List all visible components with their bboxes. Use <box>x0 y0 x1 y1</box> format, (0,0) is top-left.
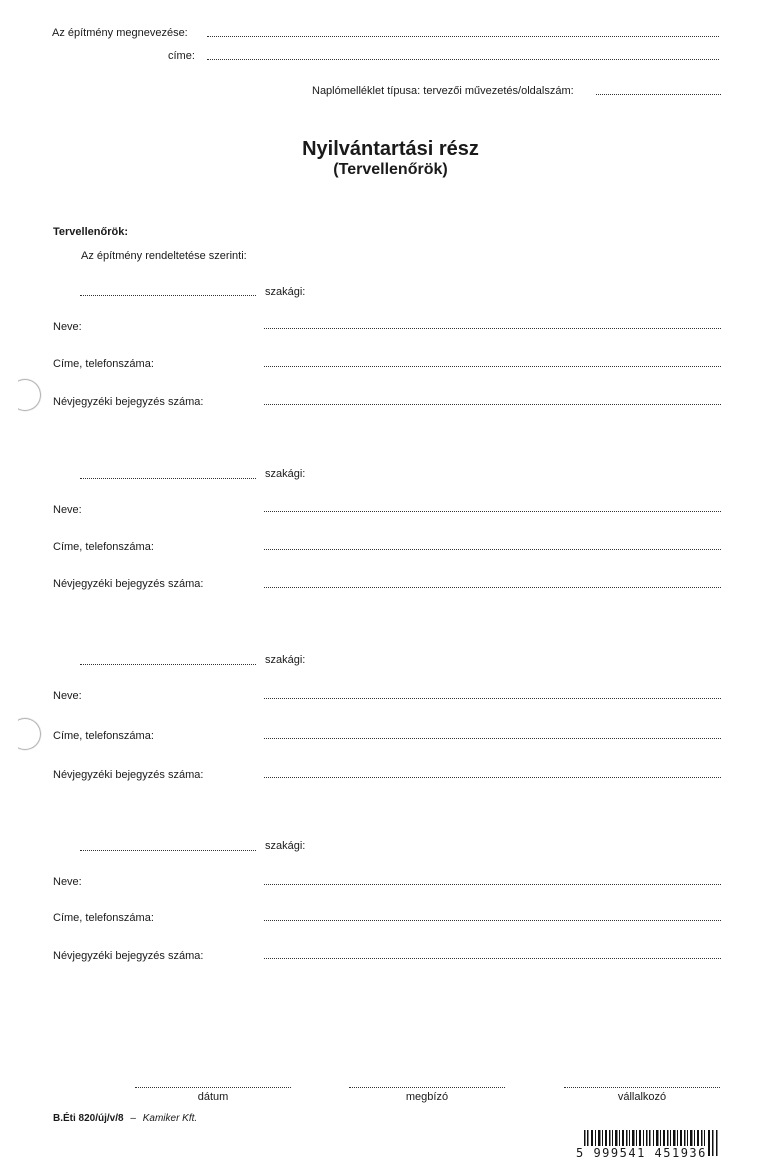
name-label: Neve: <box>53 690 82 702</box>
discipline-field[interactable] <box>80 850 256 851</box>
contact-field[interactable] <box>264 549 721 550</box>
publisher: Kamiker Kft. <box>142 1113 198 1124</box>
contractor-signature-line[interactable] <box>564 1087 720 1088</box>
contact-field[interactable] <box>264 366 721 367</box>
discipline-label: szakági: <box>265 654 306 666</box>
contact-field[interactable] <box>264 920 721 921</box>
date-label: dátum <box>197 1091 229 1103</box>
discipline-label: szakági: <box>265 468 306 480</box>
client-label: megbízó <box>405 1091 449 1103</box>
date-signature-line[interactable] <box>135 1087 291 1088</box>
contact-label: Címe, telefonszáma: <box>53 912 154 924</box>
client-signature-line[interactable] <box>349 1087 505 1088</box>
contact-label: Címe, telefonszáma: <box>53 730 154 742</box>
contractor-label: vállalkozó <box>617 1091 667 1103</box>
section-intro: Az építmény rendeltetése szerinti: <box>81 250 247 262</box>
registry-label: Névjegyzéki bejegyzés száma: <box>53 950 204 962</box>
contact-field[interactable] <box>264 738 721 739</box>
address-field[interactable] <box>207 59 719 60</box>
page-title: Nyilvántartási rész <box>302 138 479 160</box>
section-heading: Tervellenőrök: <box>53 226 128 238</box>
address-label: címe: <box>168 50 195 62</box>
discipline-field[interactable] <box>80 664 256 665</box>
page-subtitle: (Tervellenőrök) <box>333 161 448 178</box>
registry-label: Névjegyzéki bejegyzés száma: <box>53 396 204 408</box>
building-name-field[interactable] <box>207 36 719 37</box>
registry-label: Névjegyzéki bejegyzés száma: <box>53 769 204 781</box>
name-label: Neve: <box>53 876 82 888</box>
name-label: Neve: <box>53 321 82 333</box>
annex-type-label: Naplómelléklet típusa: tervezői művezetés/oldalszám: <box>312 85 574 97</box>
barcode-number: 5 999541 451936 <box>576 1146 707 1160</box>
registry-field[interactable] <box>264 777 721 778</box>
punch-hole-edge <box>0 714 18 754</box>
footer-dash: – <box>130 1113 136 1124</box>
discipline-label: szakági: <box>265 286 306 298</box>
discipline-label: szakági: <box>265 840 306 852</box>
footer <box>53 1112 197 1125</box>
registry-label: Névjegyzéki bejegyzés száma: <box>53 578 204 590</box>
building-name-label: Az építmény megnevezése: <box>52 27 188 39</box>
discipline-field[interactable] <box>80 295 256 296</box>
page-number-field[interactable] <box>596 94 721 95</box>
name-field[interactable] <box>264 328 721 329</box>
name-field[interactable] <box>264 884 721 885</box>
registry-field[interactable] <box>264 958 721 959</box>
registry-field[interactable] <box>264 404 721 405</box>
name-field[interactable] <box>264 698 721 699</box>
name-field[interactable] <box>264 511 721 512</box>
discipline-field[interactable] <box>80 478 256 479</box>
registry-field[interactable] <box>264 587 721 588</box>
contact-label: Címe, telefonszáma: <box>53 358 154 370</box>
name-label: Neve: <box>53 504 82 516</box>
form-code: B.Éti 820/új/v/8 <box>53 1113 124 1124</box>
punch-hole-edge <box>0 375 18 415</box>
contact-label: Címe, telefonszáma: <box>53 541 154 553</box>
